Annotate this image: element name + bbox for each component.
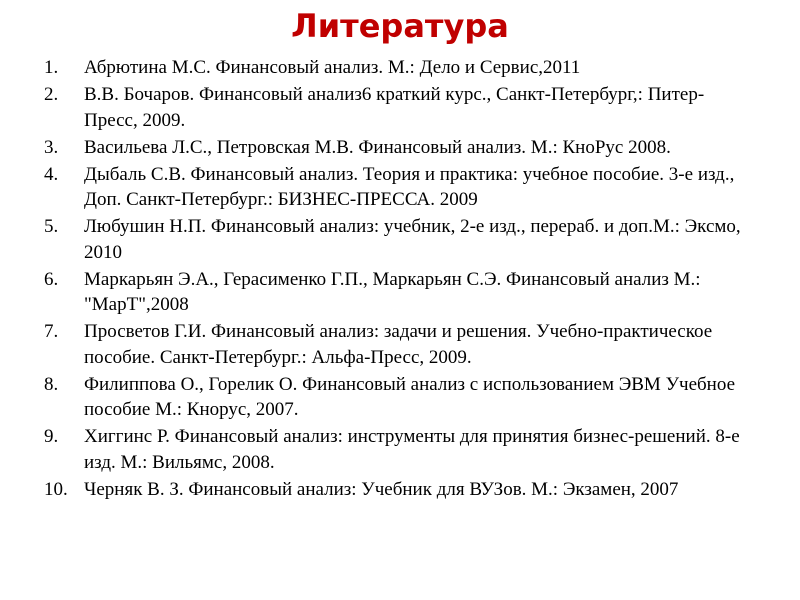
reference-item bbox=[44, 162, 754, 213]
reference-number: 9. bbox=[44, 426, 59, 447]
reference-number: 6. bbox=[44, 268, 59, 290]
reference-number: 10. bbox=[44, 478, 68, 500]
reference-text: В.В. Бочаров. Финансовый анализ6 краткий курс., Санкт-Петербург,: Питер-Пресс, 2009. bbox=[84, 84, 705, 131]
reference-text: Любушин Н.П. Финансовый анализ: учебник, 2-е изд., перераб. и доп.М.: Эксмо, 2010 bbox=[84, 216, 741, 263]
reference-item bbox=[44, 55, 754, 81]
reference-text: Абрютина М.С. Финансовый анализ. М.: Дело и Сервис,2011 bbox=[84, 57, 581, 78]
reference-text: Дыбаль С.В. Финансовый анализ. Теория и практика: учебное пособие. 3-е изд., Доп. Санкт-Петербург.: БИЗНЕС-ПРЕССА. 2009 bbox=[84, 163, 735, 210]
reference-number: 2. bbox=[44, 84, 59, 105]
reference-item bbox=[44, 319, 754, 370]
reference-text: Маркарьян Э.А., Герасименко Г.П., Маркарьян С.Э. Финансовый анализ М.: "МарТ",2008 bbox=[84, 268, 701, 315]
reference-number: 5. bbox=[44, 216, 59, 237]
reference-item bbox=[44, 424, 754, 475]
reference-text: Филиппова О., Горелик О. Финансовый анализ с использованием ЭВМ Учебное пособие М.: Кнорус, 2007. bbox=[84, 373, 736, 420]
reference-text: Просветов Г.И. Финансовый анализ: задачи и решения. Учебно-практическое пособие. Санкт-Петербург.: Альфа-Пресс, 2009. bbox=[84, 321, 713, 368]
slide-title: Литература bbox=[291, 7, 509, 45]
reference-number: 4. bbox=[44, 163, 59, 185]
reference-number: 1. bbox=[44, 57, 59, 78]
reference-item bbox=[44, 477, 754, 503]
reference-item bbox=[44, 82, 754, 133]
reference-number: 3. bbox=[44, 136, 59, 158]
reference-text: Васильева Л.С., Петровская М.В. Финансовый анализ. М.: КноРус 2008. bbox=[84, 136, 671, 158]
reference-text: Черняк В. З. Финансовый анализ: Учебник для ВУЗов. М.: Экзамен, 2007 bbox=[84, 478, 679, 500]
reference-item bbox=[44, 135, 754, 161]
reference-item bbox=[44, 372, 754, 423]
reference-text: Хиггинс Р. Финансовый анализ: инструменты для принятия бизнес-решений. 8-е изд. М.: Вильямс, 2008. bbox=[84, 426, 740, 473]
reference-item bbox=[44, 267, 754, 318]
reference-list bbox=[44, 55, 754, 504]
reference-number: 8. bbox=[44, 373, 59, 395]
reference-number: 7. bbox=[44, 321, 59, 342]
reference-item bbox=[44, 214, 754, 265]
